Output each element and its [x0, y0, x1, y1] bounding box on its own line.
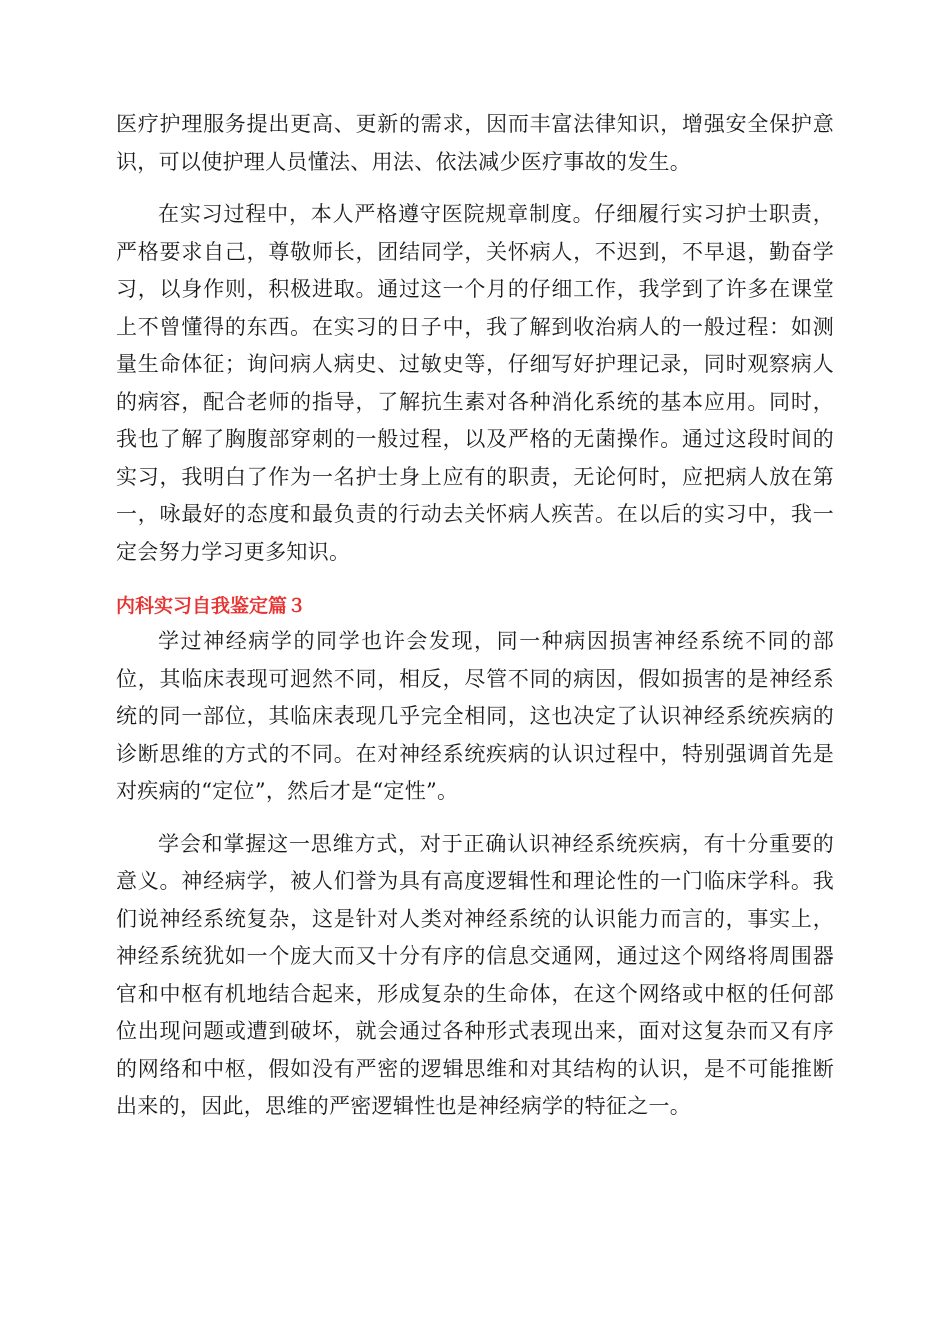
- section-heading: 内科实习自我鉴定篇３: [116, 595, 307, 617]
- document-page: [116, 106, 834, 1126]
- paragraph-continued: 医疗护理服务提出更高、更新的需求，因而丰富法律知识，增强安全保护意识，可以使护理人员懂法、用法、依法减少医疗事故的发生。: [116, 112, 834, 174]
- paragraph-neurology-thinking: 学会和掌握这一思维方式，对于正确认识神经系统疾病，有十分重要的意义。神经病学，被人们誉为具有高度逻辑性和理论性的一门临床学科。我们说神经系统复杂，这是针对人类对神经系统的认识能力而言的，事实上，神经系统犹如一个庞大而又十分有序的信息交通网，通过这个网络将周围器官和中枢有机地结合起来，形成复杂的生命体，在这个网络或中枢的任何部位出现问题或遭到破坏，就会通过各种形式表现出来，面对这复杂而又有序的网络和中枢，假如没有严密的逻辑思维和对其结构的认识，是不可能推断出来的，因此，思维的严密逻辑性也是神经病学的特征之一。: [116, 831, 834, 1118]
- paragraph-internship-process: 在实习过程中，本人严格遵守医院规章制度。仔细履行实习护士职责，严格要求自己，尊敬师长，团结同学，关怀病人，不迟到，不早退，勤奋学习，以身作则，积极进取。通过这一个月的仔细工作，我学到了许多在课堂上不曾懂得的东西。在实习的日子中，我了解到收治病人的一般过程：如测量生命体征；询问病人病史、过敏史等，仔细写好护理记录，同时观察病人的病容，配合老师的指导，了解抗生素对各种消化系统的基本应用。同时，我也了解了胸腹部穿刺的一般过程，以及严格的无菌操作。通过这段时间的实习，我明白了作为一名护士身上应有的职责，无论何时，应把病人放在第一，咏最好的态度和最负责的行动去关怀病人疾苦。在以后的实习中，我一定会努力学习更多知识。: [116, 202, 834, 564]
- paragraph-neurology-localization: 学过神经病学的同学也许会发现，同一种病因损害神经系统不同的部位，其临床表现可迥然不同，相反，尽管不同的病因，假如损害的是神经系统的同一部位，其临床表现几乎完全相同，这也决定了认识神经系统疾病的诊断思维的方式的不同。在对神经系统疾病的认识过程中，特别强调首先是对疾病的“定位”，然后才是“定性”。: [116, 629, 834, 803]
